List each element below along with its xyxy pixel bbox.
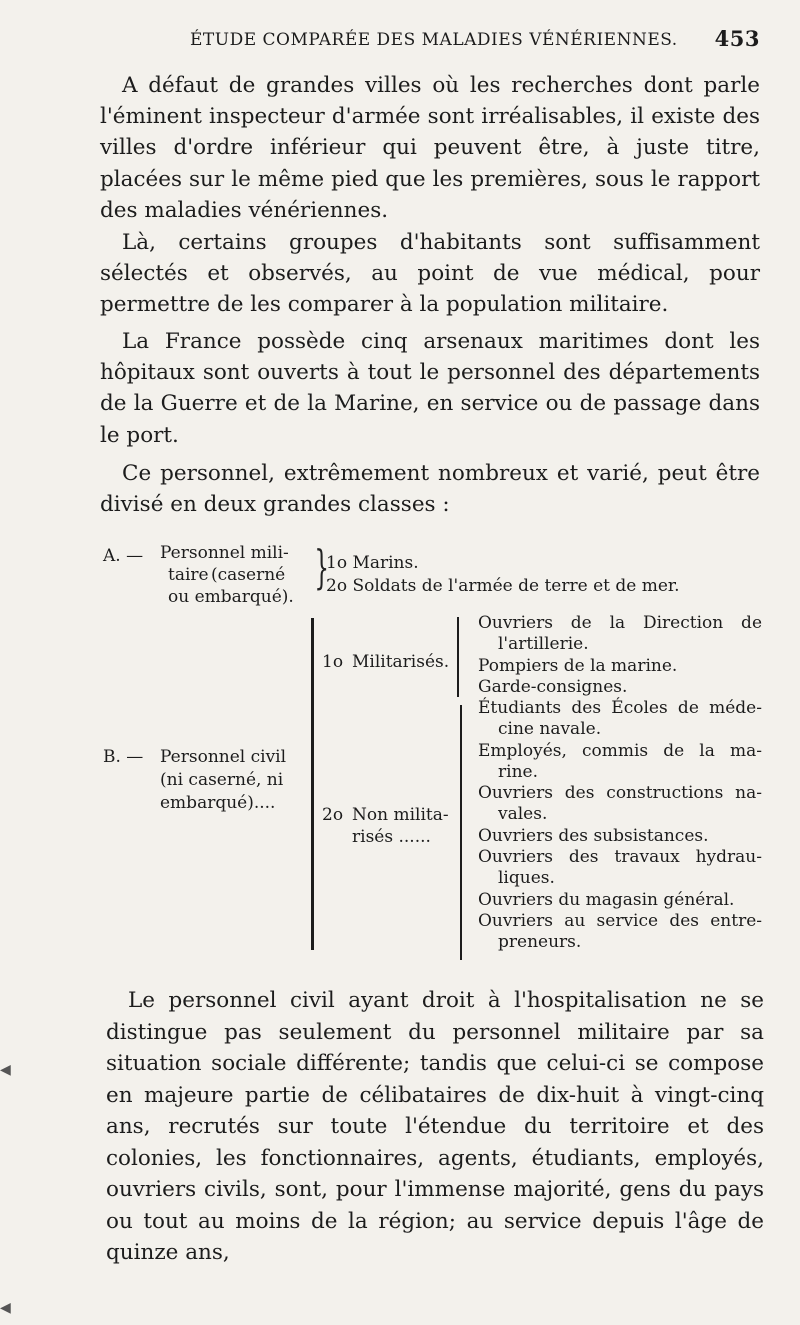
list-item: Étudiants des Écoles de méde-	[478, 698, 762, 718]
running-title: ÉTUDE COMPARÉE DES MALADIES VÉNÉRIENNES.	[190, 30, 678, 50]
group-1-label: Militarisés.	[352, 652, 450, 672]
class-a-letter: A. —	[103, 546, 144, 566]
list-item: liques.	[498, 868, 555, 889]
margin-arrow-icon: ◀	[0, 1062, 11, 1078]
paragraph-5: Le personnel civil ayant droit à l'hospitalisation ne se distingue pas seulement du personnel militaire par sa situation sociale différente; tandis que celui-ci se compose en majeure partie de célibataires de dix-huit à vingt-cinq ans, recrutés sur toute l'étendue du territoire et des colonies, les fonctionnaires, agents, étudiants, employés, ouvriers civils, sont, pour l'immense majorité, gens du pays ou tout au moins de la région; au service depuis l'âge de quinze ans,	[106, 988, 764, 1265]
list-item: vales.	[498, 804, 548, 825]
group-2-label-2: risés ......	[352, 827, 431, 847]
class-a-label-2: taire	[168, 565, 209, 585]
class-a-item-2: 2o Soldats de l'armée de terre et de mer.	[326, 576, 680, 596]
brace-a: }	[314, 540, 329, 594]
list-item: Ouvriers de la Direction de	[478, 613, 762, 633]
class-a-label-1: Personnel mili-	[160, 543, 289, 563]
class-b-letter: B. —	[103, 747, 144, 767]
page-number: 453	[714, 26, 760, 51]
list-item: rine.	[498, 761, 538, 782]
margin-arrow-icon: ◀	[0, 1300, 11, 1316]
group-2-number: 2o	[322, 805, 344, 825]
class-b-label-1: Personnel civil	[160, 747, 287, 767]
list-item: Ouvriers des subsistances.	[478, 825, 709, 846]
brace-group-1	[457, 617, 459, 697]
list-item: Employés, commis de la ma-	[478, 740, 762, 761]
class-a-label-4: ou embarqué).	[168, 587, 294, 607]
group-2-list	[478, 698, 762, 954]
list-item: preneurs.	[498, 932, 582, 953]
list-item: Ouvriers du magasin général.	[478, 889, 735, 910]
list-item: Garde-consignes.	[478, 676, 628, 697]
class-a-item-1: 1o Marins.	[326, 553, 419, 573]
class-b-label-2: (ni caserné, ni	[160, 770, 284, 790]
list-item: Pompiers de la marine.	[478, 655, 678, 676]
list-item: Ouvriers des constructions na-	[478, 783, 762, 804]
list-item: Ouvriers des travaux hydrau-	[478, 847, 762, 868]
brace-group-2	[460, 705, 462, 960]
class-b-label-3: embarqué)....	[160, 793, 276, 813]
group-1-number: 1o	[322, 652, 344, 672]
list-item: l'artillerie.	[498, 634, 589, 655]
group-2-label-1: Non milita-	[352, 805, 449, 825]
group-1-list	[478, 613, 762, 698]
paragraph-3: La France possède cinq arsenaux maritimes dont les hôpitaux sont ouverts à tout le personnel des départements de la Guerre et de la Marine, en service ou de passage dans le port.	[100, 329, 760, 448]
paragraph-2: Là, certains groupes d'habitants sont suffisamment sélectés et observés, au point de vue médical, pour permettre de les comparer à la population militaire.	[100, 230, 760, 318]
brace-b-line	[311, 618, 314, 950]
list-item: cine navale.	[498, 719, 602, 740]
paragraph-4: Ce personnel, extrêmement nombreux et varié, peut être divisé en deux grandes classes :	[100, 461, 760, 518]
list-item: Ouvriers au service des entre-	[478, 910, 762, 931]
paragraph-1: A défaut de grandes villes où les recherches dont parle l'éminent inspecteur d'armée sont irréalisables, il existe des villes d'ordre inférieur qui peuvent être, à juste titre, placées sur le même pied que les premières, sous le rapport des maladies vénériennes.	[100, 73, 760, 223]
class-a-label-3: (caserné	[211, 565, 286, 585]
